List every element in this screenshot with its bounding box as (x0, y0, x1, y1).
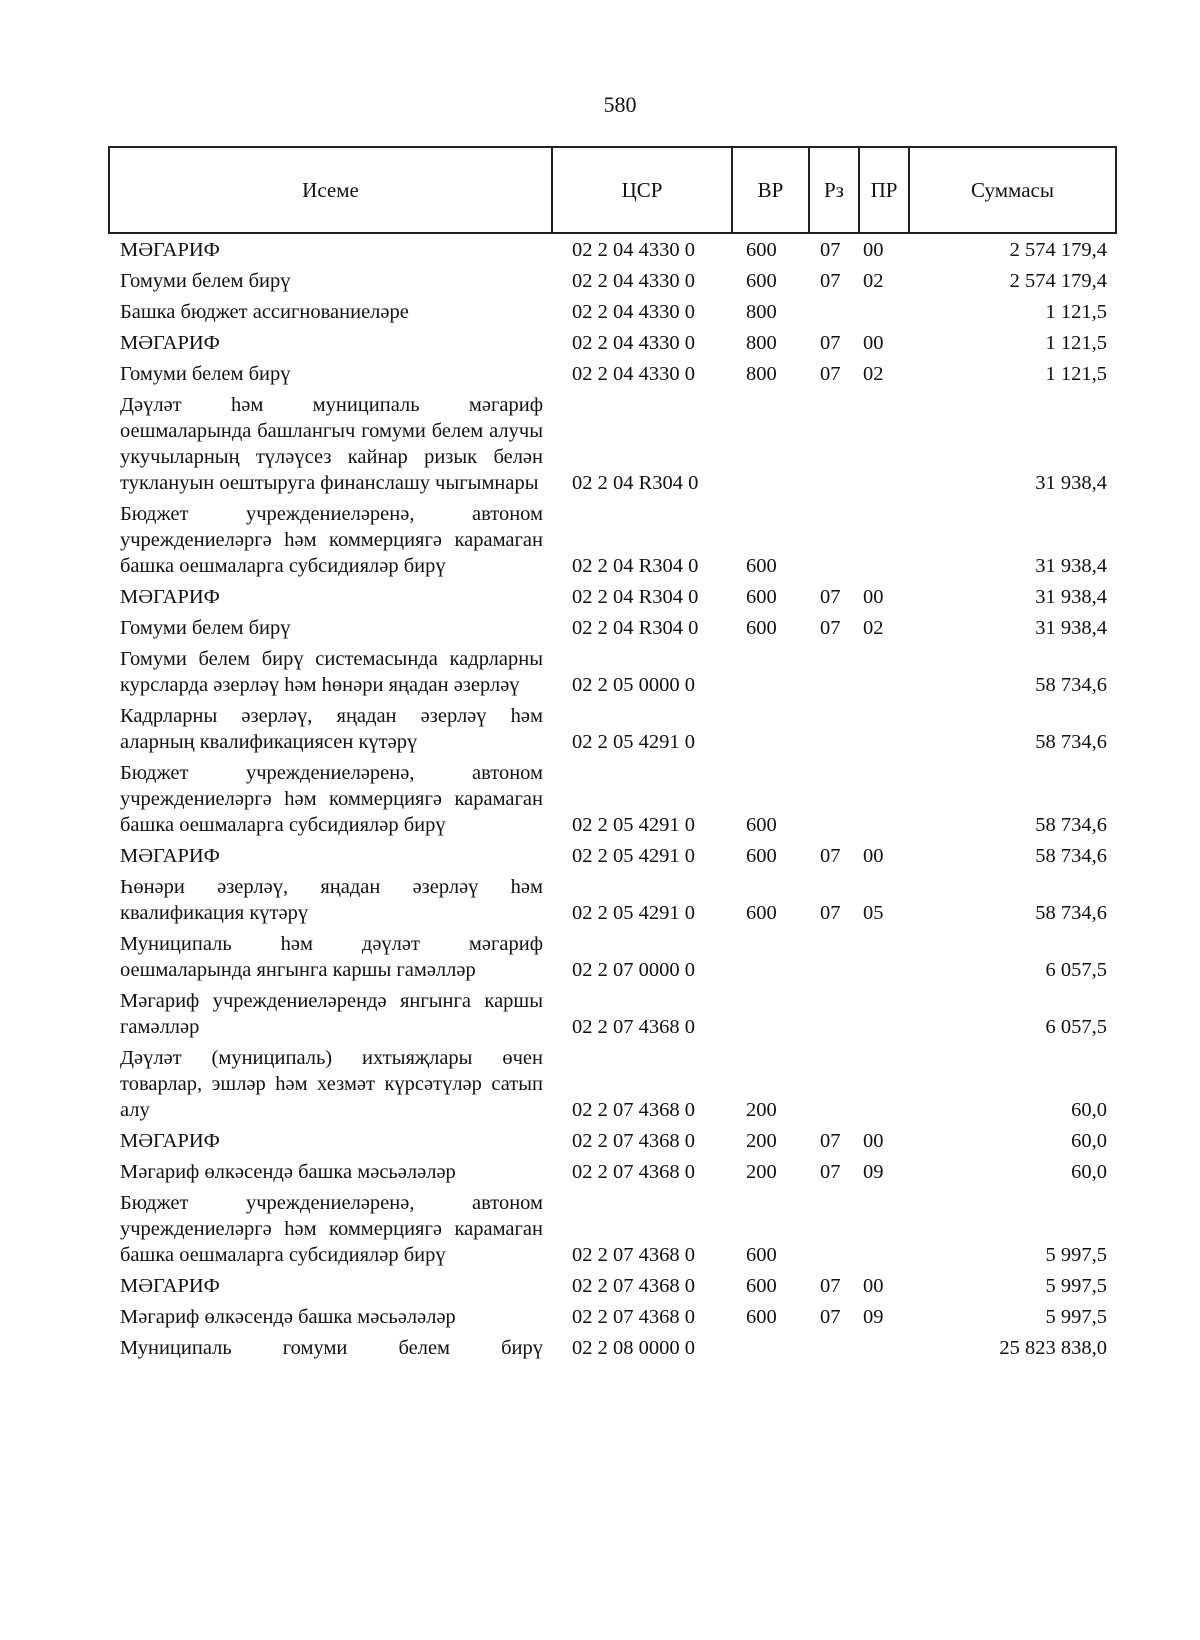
table-row (108, 1187, 1115, 1270)
cell-rz: 07 (820, 331, 841, 354)
cell-rz: 07 (820, 1160, 841, 1183)
cell-pr: 00 (863, 1129, 884, 1152)
table-row (108, 327, 1115, 358)
cell-csr: 02 2 08 0000 0 (572, 1336, 695, 1359)
cell-vr: 600 (746, 901, 777, 924)
cell-sum: 25 823 838,0 (999, 1336, 1107, 1359)
cell-csr: 02 2 07 4368 0 (572, 1129, 695, 1152)
table-header (108, 146, 1117, 234)
cell-sum: 31 938,4 (1035, 554, 1107, 577)
cell-vr: 800 (746, 331, 777, 354)
cell-name: Дәүләт һәм муниципаль мәгариф оешмаларында башлангыч гомуми белем алучы укучыларның түләүсез кайнар ризык белән туклануын оештыруга финанслашу чыгымнары (120, 393, 543, 494)
cell-csr: 02 2 07 4368 0 (572, 1274, 695, 1297)
cell-name: МӘГАРИФ (120, 585, 220, 608)
table-row (108, 498, 1115, 581)
table-row (108, 581, 1115, 612)
cell-csr: 02 2 07 4368 0 (572, 1305, 695, 1328)
cell-vr: 200 (746, 1160, 777, 1183)
table-row (108, 840, 1115, 871)
cell-csr: 02 2 07 4368 0 (572, 1015, 695, 1038)
cell-csr: 02 2 05 4291 0 (572, 730, 695, 753)
cell-sum: 1 121,5 (1045, 300, 1107, 323)
cell-name: МӘГАРИФ (120, 844, 220, 867)
cell-csr: 02 2 04 R304 0 (572, 554, 699, 577)
cell-vr: 800 (746, 300, 777, 323)
table-row (108, 700, 1115, 757)
table-row (108, 1332, 1115, 1363)
cell-name: МӘГАРИФ (120, 1129, 220, 1152)
cell-rz: 07 (820, 1129, 841, 1152)
cell-name: Мәгариф өлкәсендә башка мәсьәләләр (120, 1305, 456, 1328)
cell-sum: 1 121,5 (1045, 362, 1107, 385)
cell-vr: 200 (746, 1098, 777, 1121)
cell-sum: 6 057,5 (1045, 958, 1107, 981)
cell-name: Башка бюджет ассигнованиеләре (120, 300, 409, 323)
cell-name: Гомуми белем бирү (120, 362, 291, 385)
cell-name: Гомуми белем бирү системасында кадрларны курсларда әзерләү һәм һөнәри яңадан әзерләү (120, 647, 543, 696)
cell-pr: 00 (863, 331, 884, 354)
column-header-rz: Рз (809, 147, 859, 233)
cell-rz: 07 (820, 585, 841, 608)
cell-sum: 6 057,5 (1045, 1015, 1107, 1038)
cell-pr: 00 (863, 844, 884, 867)
cell-rz: 07 (820, 362, 841, 385)
cell-sum: 58 734,6 (1035, 901, 1107, 924)
cell-vr: 600 (746, 554, 777, 577)
cell-sum: 2 574 179,4 (1009, 269, 1107, 292)
cell-csr: 02 2 07 4368 0 (572, 1160, 695, 1183)
cell-pr: 00 (863, 585, 884, 608)
cell-pr: 02 (863, 269, 884, 292)
cell-rz: 07 (820, 238, 841, 261)
table-row (108, 1301, 1115, 1332)
table-row (108, 985, 1115, 1042)
column-header-csr: ЦСР (552, 147, 732, 233)
cell-sum: 60,0 (1071, 1098, 1107, 1121)
cell-pr: 00 (863, 238, 884, 261)
cell-name: Муниципаль һәм дәүләт мәгариф оешмаларында янгынга каршы гамәлләр (120, 932, 543, 981)
cell-name: Мәгариф учреждениеләрендә янгынга каршы гамәлләр (120, 989, 543, 1038)
cell-name: Бюджет учреждениеләренә, автоном учреждениеләргә һәм коммерциягә карамаган башка оешмаларга субсидияләр бирү (120, 761, 543, 836)
cell-csr: 02 2 04 4330 0 (572, 238, 695, 261)
column-header-vr: ВР (732, 147, 809, 233)
cell-name: МӘГАРИФ (120, 1274, 220, 1297)
cell-sum: 58 734,6 (1035, 844, 1107, 867)
cell-sum: 58 734,6 (1035, 813, 1107, 836)
cell-sum: 58 734,6 (1035, 730, 1107, 753)
cell-name: Бюджет учреждениеләренә, автоном учреждениеләргә һәм коммерциягә карамаган башка оешмаларга субсидияләр бирү (120, 1191, 543, 1266)
cell-vr: 200 (746, 1129, 777, 1152)
cell-name: МӘГАРИФ (120, 331, 220, 354)
cell-vr: 600 (746, 238, 777, 261)
table-row (108, 928, 1115, 985)
table-row (108, 358, 1115, 389)
cell-name: Гомуми белем бирү (120, 269, 291, 292)
cell-sum: 5 997,5 (1045, 1274, 1107, 1297)
column-header-pr: ПР (859, 147, 909, 233)
cell-rz: 07 (820, 901, 841, 924)
table-row (108, 1270, 1115, 1301)
table-row (108, 1125, 1115, 1156)
table-row (108, 234, 1115, 265)
table-row (108, 265, 1115, 296)
cell-vr: 600 (746, 844, 777, 867)
cell-name: Һөнәри әзерләү, яңадан әзерләү һәм квалификация күтәрү (120, 875, 543, 924)
cell-csr: 02 2 05 0000 0 (572, 673, 695, 696)
column-header-name: Исеме (109, 147, 552, 233)
cell-csr: 02 2 04 4330 0 (572, 300, 695, 323)
cell-vr: 600 (746, 585, 777, 608)
cell-rz: 07 (820, 1274, 841, 1297)
cell-name: Гомуми белем бирү (120, 616, 291, 639)
cell-vr: 600 (746, 1274, 777, 1297)
cell-sum: 58 734,6 (1035, 673, 1107, 696)
cell-name: МӘГАРИФ (120, 238, 220, 261)
cell-name: Муниципаль гомуми белем бирү (120, 1336, 543, 1359)
cell-pr: 02 (863, 616, 884, 639)
cell-name: Дәүләт (муниципаль) ихтыяҗлары өчен товарлар, эшләр һәм хезмәт күрсәтүләр сатып алу (120, 1046, 543, 1121)
cell-csr: 02 2 04 4330 0 (572, 331, 695, 354)
cell-csr: 02 2 07 4368 0 (572, 1243, 695, 1266)
table-row (108, 871, 1115, 928)
cell-sum: 31 938,4 (1035, 471, 1107, 494)
cell-csr: 02 2 04 R304 0 (572, 616, 699, 639)
cell-sum: 60,0 (1071, 1160, 1107, 1183)
cell-pr: 09 (863, 1160, 884, 1183)
cell-name: Бюджет учреждениеләренә, автоном учреждениеләргә һәм коммерциягә карамаган башка оешмаларга субсидияләр бирү (120, 502, 543, 577)
cell-rz: 07 (820, 269, 841, 292)
cell-pr: 09 (863, 1305, 884, 1328)
cell-vr: 600 (746, 616, 777, 639)
cell-pr: 05 (863, 901, 884, 924)
table-row (108, 1042, 1115, 1125)
cell-csr: 02 2 05 4291 0 (572, 844, 695, 867)
table-row (108, 757, 1115, 840)
cell-sum: 2 574 179,4 (1009, 238, 1107, 261)
cell-sum: 1 121,5 (1045, 331, 1107, 354)
cell-csr: 02 2 04 R304 0 (572, 471, 699, 494)
table-row (108, 1156, 1115, 1187)
table-row (108, 612, 1115, 643)
page-number: 580 (603, 92, 637, 117)
cell-vr: 600 (746, 1243, 777, 1266)
cell-csr: 02 2 07 0000 0 (572, 958, 695, 981)
column-header-sum: Суммасы (909, 147, 1116, 233)
cell-sum: 5 997,5 (1045, 1305, 1107, 1328)
cell-csr: 02 2 05 4291 0 (572, 901, 695, 924)
cell-vr: 800 (746, 362, 777, 385)
cell-pr: 02 (863, 362, 884, 385)
table-row (108, 296, 1115, 327)
cell-csr: 02 2 04 4330 0 (572, 269, 695, 292)
cell-rz: 07 (820, 616, 841, 639)
cell-vr: 600 (746, 1305, 777, 1328)
cell-name: Кадрларны әзерләү, яңадан әзерләү һәм аларның квалификациясен күтәрү (120, 704, 543, 753)
cell-csr: 02 2 05 4291 0 (572, 813, 695, 836)
cell-sum: 31 938,4 (1035, 616, 1107, 639)
cell-sum: 31 938,4 (1035, 585, 1107, 608)
cell-rz: 07 (820, 844, 841, 867)
table-row (108, 643, 1115, 700)
budget-table-body (108, 234, 1115, 1363)
cell-csr: 02 2 04 R304 0 (572, 585, 699, 608)
cell-csr: 02 2 04 4330 0 (572, 362, 695, 385)
cell-name: Мәгариф өлкәсендә башка мәсьәләләр (120, 1160, 456, 1183)
cell-rz: 07 (820, 1305, 841, 1328)
cell-csr: 02 2 07 4368 0 (572, 1098, 695, 1121)
cell-sum: 60,0 (1071, 1129, 1107, 1152)
cell-vr: 600 (746, 813, 777, 836)
cell-vr: 600 (746, 269, 777, 292)
table-row (108, 389, 1115, 498)
cell-sum: 5 997,5 (1045, 1243, 1107, 1266)
cell-pr: 00 (863, 1274, 884, 1297)
